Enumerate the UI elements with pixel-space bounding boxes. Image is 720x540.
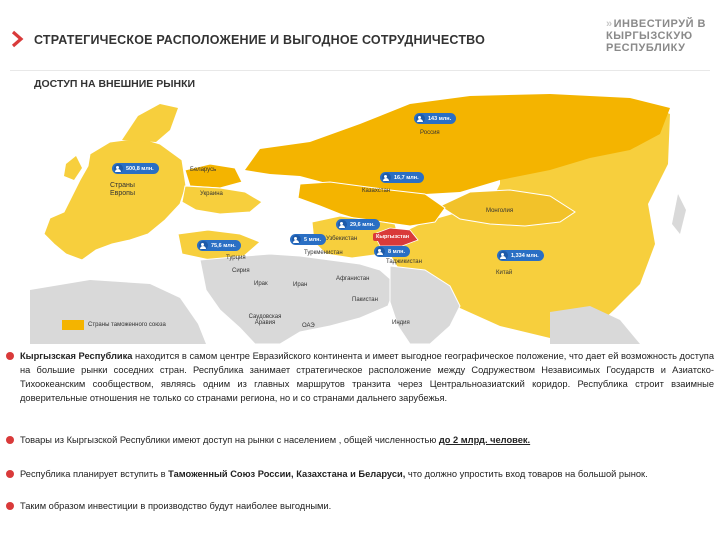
- brand-line-3: РЕСПУБЛИКУ: [606, 42, 686, 54]
- people-icon: [376, 247, 385, 256]
- bullet-1-text: находится в самом центре Евразийского континента и имеет выгодное географическое положение, что дает ей возможность доступа на большие рынки соседних стран. Республика занимает стратегическое расположение между Содружеством Независимых Государств и Азиатско-Тихоокеанским сообществом, являясь одним из главных маршрутов транзита через Центральноазиатский коридор. Республика строит взаимные доверительные отношения не только со странами региона, но и со странами дальнего зарубежья.: [20, 351, 714, 403]
- bullet-4-text: Таким образом инвестиции в производство будут наиболее выгодными.: [20, 501, 332, 511]
- country-label-iraq: Ирак: [254, 281, 268, 287]
- people-icon: [114, 164, 123, 173]
- country-label-uzbekistan: Узбекистан: [326, 236, 358, 242]
- bullet-item-4: [6, 499, 714, 513]
- country-label-syria: Сирия: [232, 268, 250, 274]
- people-icon: [499, 251, 508, 260]
- population-pin-uzbekistan: [336, 219, 380, 230]
- bullet-item-3: [6, 467, 714, 481]
- legend-swatch: [62, 320, 84, 330]
- population-pin-turkmenistan: [290, 234, 326, 245]
- pin-value: 29,6 млн.: [350, 221, 375, 228]
- country-label-ukraine: Украина: [200, 191, 223, 197]
- map-legend: [62, 320, 166, 330]
- slide-header: [0, 0, 720, 70]
- bullet-2-text: Товары из Кыргызской Республики имеют доступ на рынки с населением , общей численностью: [20, 435, 439, 445]
- bullet-dot: [6, 470, 14, 478]
- country-label-turkey: Турция: [226, 255, 246, 261]
- country-label-iran: Иран: [293, 282, 308, 288]
- population-pin-china: [497, 250, 544, 261]
- country-label-belarus: Беларусь: [190, 167, 217, 173]
- chevron-right-icon: [10, 30, 24, 48]
- country-label-tajikistan: Таджикистан: [386, 259, 422, 265]
- people-icon: [416, 114, 425, 123]
- bullet-3-text-a: Республика планирует вступить в: [20, 469, 169, 479]
- pin-value: 143 млн.: [428, 115, 452, 122]
- pin-value: 5 млн.: [304, 236, 321, 243]
- country-label-saudi-arabia: Саудовская Аравия: [248, 314, 282, 326]
- legend-label: Страны таможенного союза: [88, 322, 166, 328]
- bullet-dot: [6, 502, 14, 510]
- bullet-1-bold: Кыргызская Республика: [20, 351, 133, 361]
- people-icon: [199, 241, 208, 250]
- population-pin-russia: [414, 113, 456, 124]
- brand-chevron-icon: »: [606, 18, 613, 30]
- country-label-pakistan: Пакистан: [352, 297, 378, 303]
- country-label-afghanistan: Афганистан: [336, 276, 370, 282]
- country-label-russia: Россия: [420, 130, 440, 136]
- country-label-europe: Страны Европы: [110, 182, 135, 197]
- country-label-kazakhstan: Казахстан: [362, 188, 391, 194]
- country-label-uae: ОАЭ: [302, 323, 315, 329]
- header-divider: [10, 70, 710, 71]
- bullet-item-1: [6, 349, 714, 405]
- people-icon: [382, 173, 391, 182]
- bullet-item-2: [6, 433, 714, 447]
- country-label-kyrgyzstan: Кыргызстан: [373, 233, 412, 241]
- bullet-dot: [6, 436, 14, 444]
- population-pin-kazakhstan: [380, 172, 424, 183]
- population-pin-europe: [112, 163, 159, 174]
- pin-value: 75,6 млн.: [211, 242, 236, 249]
- country-label-china: Китай: [496, 270, 513, 276]
- page-title: СТРАТЕГИЧЕСКОЕ РАСПОЛОЖЕНИЕ И ВЫГОДНОЕ СОТРУДНИЧЕСТВО: [34, 33, 485, 47]
- section-subtitle: ДОСТУП НА ВНЕШНИЕ РЫНКИ: [34, 78, 196, 90]
- pin-value: 16,7 млн.: [394, 174, 419, 181]
- pin-value: 500,8 млн.: [126, 165, 154, 172]
- population-pin-tajikistan: [374, 246, 410, 257]
- population-pin-turkey: [197, 240, 241, 251]
- people-icon: [292, 235, 301, 244]
- people-icon: [338, 220, 347, 229]
- brand-line-2: КЫРГЫЗСКУЮ: [606, 30, 693, 42]
- country-label-mongolia: Монголия: [486, 208, 514, 214]
- bullet-dot: [6, 352, 14, 360]
- pin-value: 1,334 млн.: [511, 252, 539, 259]
- brand-line-1: ИНВЕСТИРУЙ В: [613, 18, 706, 30]
- pin-value: 8 млн.: [388, 248, 405, 255]
- bullet-3-text-b: что должно упростить вход товаров на большой рынок.: [405, 469, 648, 479]
- country-label-india: Индия: [392, 320, 410, 326]
- country-label-turkmenistan: Туркменистан: [304, 250, 343, 256]
- bullet-2-bold: до 2 млрд. человек.: [438, 435, 531, 445]
- bullet-3-bold: Таможенный Союз России, Казахстана и Беларуси,: [168, 469, 406, 479]
- brand-logo: [606, 18, 706, 54]
